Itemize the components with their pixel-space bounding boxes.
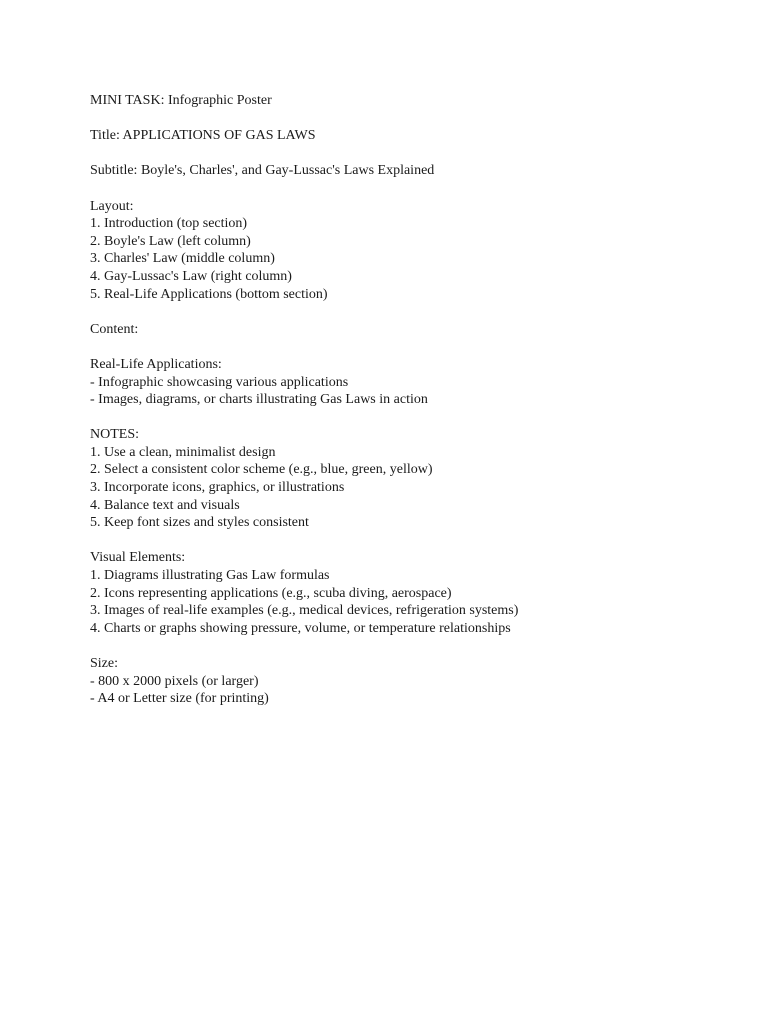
notes-heading: NOTES:: [90, 427, 139, 443]
layout-section: [90, 198, 730, 304]
list-item: 5. Keep font sizes and styles consistent: [90, 515, 309, 531]
list-item: 2. Boyle's Law (left column): [90, 233, 251, 249]
list-item: - Infographic showcasing various applications: [90, 374, 349, 390]
list-item: 1. Introduction (top section): [90, 216, 248, 232]
list-item: 5. Real-Life Applications (bottom section): [90, 286, 328, 302]
size-heading: Size:: [90, 656, 118, 671]
spacer: [90, 409, 730, 427]
visual-elements-section: [90, 549, 730, 637]
spacer: [90, 532, 730, 550]
spacer: [90, 145, 730, 163]
spacer: [90, 303, 730, 321]
content-heading: Content:: [90, 321, 139, 337]
document-body: [90, 92, 730, 708]
list-item: 4. Gay-Lussac's Law (right column): [90, 268, 292, 284]
list-item: - A4 or Letter size (for printing): [90, 691, 269, 707]
visual-elements-heading: Visual Elements:: [90, 550, 186, 566]
real-life-section: [90, 356, 730, 409]
list-item: 4. Balance text and visuals: [90, 497, 240, 513]
layout-heading: Layout:: [90, 198, 134, 214]
size-section: [90, 655, 730, 708]
spacer: [90, 338, 730, 356]
task-line: MINI TASK: Infographic Poster: [90, 93, 272, 108]
list-item: 1. Diagrams illustrating Gas Law formulas: [90, 568, 330, 584]
list-item: 3. Images of real-life examples (e.g., medical devices, refrigeration systems): [90, 603, 519, 619]
title-line: Title: APPLICATIONS OF GAS LAWS: [90, 128, 316, 144]
list-item: 2. Select a consistent color scheme (e.g., blue, green, yellow): [90, 462, 433, 478]
list-item: 2. Icons representing applications (e.g., scuba diving, aerospace): [90, 585, 452, 601]
list-item: - 800 x 2000 pixels (or larger): [90, 673, 259, 689]
list-item: 1. Use a clean, minimalist design: [90, 444, 276, 460]
list-item: 3. Charles' Law (middle column): [90, 251, 275, 267]
list-item: - Images, diagrams, or charts illustrating Gas Laws in action: [90, 392, 428, 408]
list-item: 4. Charts or graphs showing pressure, volume, or temperature relationships: [90, 620, 511, 636]
spacer: [90, 110, 730, 128]
notes-section: [90, 426, 730, 532]
spacer: [90, 180, 730, 198]
spacer: [90, 637, 730, 655]
subtitle-line: Subtitle: Boyle's, Charles', and Gay-Lussac's Laws Explained: [90, 163, 435, 179]
list-item: 3. Incorporate icons, graphics, or illustrations: [90, 480, 345, 496]
real-life-heading: Real-Life Applications:: [90, 356, 222, 372]
